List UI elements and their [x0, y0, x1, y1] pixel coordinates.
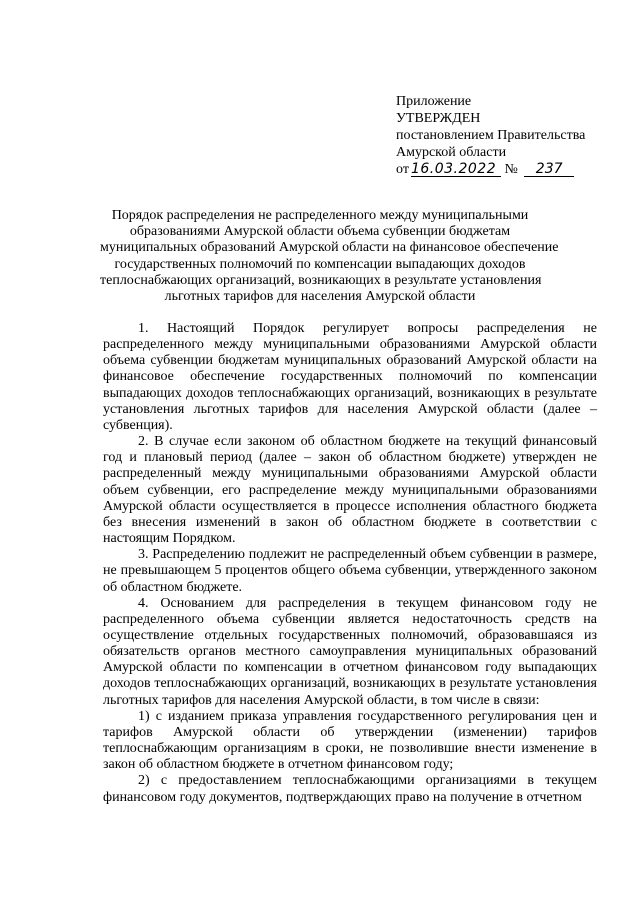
approval-resolution: постановлением Правительства	[396, 128, 586, 143]
paragraph-1: 1. Настоящий Порядок регулирует вопросы распределения не распределенного между муниципальными образованиями Амурской области объема субвенции бюджетам муниципальных образований Амурской области на финансовое обеспечение государственных полномочий по компенсации выпадающих доходов теплоснабжающих организаций, возникающих в результате установления льготных тарифов для населения Амурской области (далее – субвенция).	[103, 321, 597, 433]
date-prefix: от	[396, 162, 409, 177]
approval-region: Амурской области	[396, 145, 507, 160]
handwritten-number: 237	[524, 162, 574, 177]
paragraph-4: 4. Основанием для распределения в текущем финансовом году не распределенного объема субвенции является недостаточность средств на осуществление отдельных государственных полномочий, образовавшаяся из обязательств органов местного самоуправления муниципальных образований Амурской области по компенсации в отчетном финансовом году выпадающих доходов теплоснабжающих организаций, возникающих в результате установления льготных тарифов для населения Амурской области, в том числе в связи:	[103, 595, 597, 708]
title-line: образованиями Амурской области объема субвенции бюджетам	[129, 224, 511, 240]
sub-item-1: 1) с изданием приказа управления государственного регулирования цен и тарифов Амурской области об утверждении (изменении) тарифов теплоснабжающим организациям в сроки, не позволившие внести изменение в закон об областном бюджете в отчетном финансовом году;	[103, 708, 597, 773]
title-line: теплоснабжающих организаций, возникающих в результате установления	[100, 272, 542, 288]
approval-appendix: Приложение	[396, 94, 472, 109]
document-title	[100, 208, 559, 305]
approval-date-line	[396, 161, 626, 178]
approval-approved: УТВЕРЖДЕН	[396, 111, 481, 126]
approval-block	[396, 93, 626, 178]
paragraph-2: 2. В случае если законом об областном бюджете на текущий финансовый год и плановый период (далее – закон об областном бюджете) утвержден не распределенный между муниципальными образованиями Амурской области объем субвенции, его распределение между муниципальными образованиями Амурской области осуществляется в процессе исполнения областного бюджета без внесения изменений в закон об областном бюджете в соответствии с настоящим Порядком.	[103, 434, 597, 547]
number-sign: №	[504, 162, 518, 177]
title-line: государственных полномочий по компенсации выпадающих доходов	[114, 256, 526, 272]
title-line: муниципальных образований Амурской области на финансовое обеспечение	[100, 240, 559, 256]
document-body	[103, 321, 597, 806]
title-line: льготных тарифов для населения Амурской области	[164, 289, 476, 305]
title-line: Порядок распределения не распределенного между муниципальными	[111, 208, 529, 223]
sub-item-2: 2) с предоставлением теплоснабжающими организациями в текущем финансовом году документов, подтверждающих право на получение в отчетном	[103, 773, 597, 805]
handwritten-date: 16.03.2022	[411, 162, 501, 177]
paragraph-3: 3. Распределению подлежит не распределенный объем субвенции в размере, не превышающем 5 процентов общего объема субвенции, утвержденного законом об областном бюджете.	[103, 547, 597, 595]
